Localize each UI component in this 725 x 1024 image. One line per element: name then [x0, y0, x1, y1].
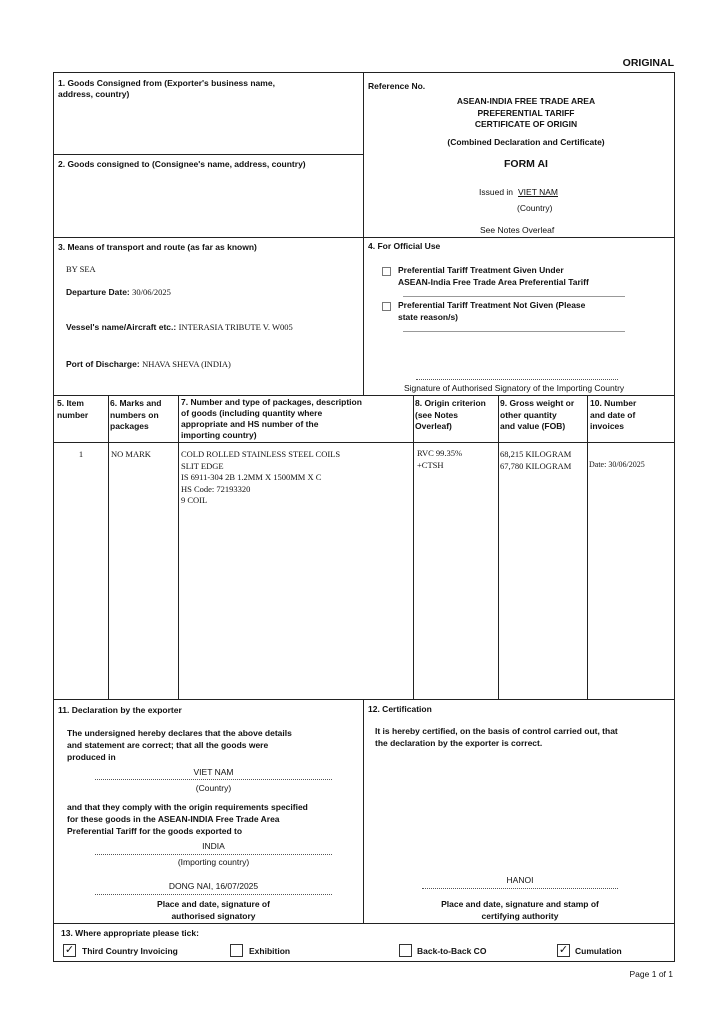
frame-left: [53, 72, 54, 961]
declaration-importing-caption: (Importing country): [177, 857, 250, 867]
departure-date-value: 30/06/2025: [132, 287, 171, 297]
importing-signatory-caption: Signature of Authorised Signatory of the Importing Country: [404, 383, 625, 393]
box2-bottom-line: [53, 237, 675, 238]
third-country-invoicing-checkbox[interactable]: [63, 944, 76, 957]
form-heading: ASEAN-INDIA FREE TRADE AREA PREFERENTIAL TARIFF CERTIFICATE OF ORIGIN: [456, 96, 596, 129]
col-divider-4: [498, 395, 499, 699]
top-center-divider: [363, 72, 364, 395]
goods-description: COLD ROLLED STAINLESS STEEL COILS SLIT EDGE IS 6911-304 2B 1.2MM X 1500MM X C HS Code: 72193320 9 COIL: [181, 449, 341, 505]
cumulation-checkbox[interactable]: [557, 944, 570, 957]
back-to-back-co-label: Back-to-Back CO: [417, 946, 487, 956]
back-to-back-co-checkbox[interactable]: [399, 944, 412, 957]
exhibition-checkbox[interactable]: [230, 944, 243, 957]
importing-country-line: [95, 854, 332, 855]
exporter-signature-caption: Place and date, signature of authorised signatory: [157, 899, 270, 921]
official-use-option-given: Preferential Tariff Treatment Given Under ASEAN-India Free Trade Area Preferential Tariff: [398, 265, 589, 287]
certification-text: It is hereby certified, on the basis of control carried out, that the declaration by the exporter is correct.: [375, 726, 618, 748]
vessel-label: Vessel's name/Aircraft etc.:: [66, 322, 177, 332]
box11-bottom-line: [53, 923, 675, 924]
declaration-country-caption: (Country): [195, 783, 232, 793]
port-discharge-value: NHAVA SHEVA (INDIA): [142, 359, 231, 369]
vessel-value: INTERASIA TRIBUTE V. W005: [178, 322, 293, 332]
declaration-country: VIET NAM: [193, 767, 234, 777]
certifying-signature-line: [422, 888, 618, 889]
issued-country-caption: (Country): [517, 203, 553, 213]
issued-in-country: VIET NAM: [518, 187, 558, 197]
col-divider-1: [108, 395, 109, 699]
certifying-signature-caption: Place and date, signature and stamp of certifying authority: [441, 899, 599, 921]
country-line: [95, 779, 332, 780]
cumulation-label: Cumulation: [575, 946, 622, 956]
form-subheading: (Combined Declaration and Certificate): [447, 137, 605, 147]
page-number: Page 1 of 1: [629, 969, 673, 979]
frame-bottom: [53, 961, 675, 962]
box11-title: 11. Declaration by the exporter: [58, 705, 182, 715]
col-header-description: 7. Number and type of packages, description of goods (including quantity where appropriate and HS number of the importing country): [181, 397, 362, 440]
frame-right: [674, 72, 675, 961]
official-use-checkbox-given[interactable]: [382, 267, 391, 276]
col-header-item: 5. Item number: [57, 398, 89, 420]
third-country-invoicing-label: Third Country Invoicing: [82, 946, 178, 956]
box13-title: 13. Where appropriate please tick:: [61, 928, 199, 938]
box4-title: 4. For Official Use: [368, 241, 441, 251]
goods-origin-criterion: RVC 99.35% +CTSH: [417, 448, 463, 470]
check-icon: ✓: [64, 944, 75, 956]
table-bottom-line: [53, 699, 675, 700]
form-title: FORM AI: [504, 158, 548, 170]
declaration-text-1: The undersigned hereby declares that the above details and statement are correct; that all the goods were produced in: [67, 728, 292, 762]
goods-marks: NO MARK: [111, 449, 151, 459]
option1-rule: [403, 296, 625, 297]
exporter-signature-line: [95, 894, 332, 895]
certification-place: HANOI: [506, 875, 534, 885]
goods-gross-weight: 68,215 KILOGRAM 67,780 KILOGRAM: [500, 449, 572, 471]
declaration-text-2: and that they comply with the origin requirements specified for these goods in the ASEAN-INDIA Free Trade Area Preferential Tariff for the goods exported to: [67, 802, 308, 836]
table-header-line: [53, 442, 675, 443]
declaration-place-date: DONG NAI, 16/07/2025: [168, 881, 259, 891]
check-icon: ✓: [558, 944, 569, 956]
box1-bottom-line: [53, 154, 363, 155]
official-use-checkbox-not-given[interactable]: [382, 302, 391, 311]
see-notes-overleaf: See Notes Overleaf: [480, 225, 555, 235]
box3-bottom-line: [53, 395, 675, 396]
col-divider-2: [178, 395, 179, 699]
declaration-importing-country: INDIA: [202, 841, 225, 851]
col-divider-5: [587, 395, 588, 699]
col-header-origin: 8. Origin criterion (see Notes Overleaf): [415, 398, 486, 431]
reference-label: Reference No.: [368, 81, 426, 91]
original-label: ORIGINAL: [622, 57, 674, 69]
importing-signature-line: [416, 379, 618, 380]
transport-mode: BY SEA: [66, 264, 96, 274]
frame-top: [53, 72, 675, 73]
col-header-invoice: 10. Number and date of invoices: [590, 398, 637, 431]
col-divider-3: [413, 395, 414, 699]
box1-title: 1. Goods Consigned from (Exporter's business name, address, country): [58, 78, 275, 99]
exhibition-label: Exhibition: [249, 946, 291, 956]
col-header-marks: 6. Marks and numbers on packages: [110, 398, 162, 431]
goods-item-number: 1: [78, 449, 84, 459]
box2-title: 2. Goods consigned to (Consignee's name, address, country): [58, 159, 306, 169]
box3-title: 3. Means of transport and route (as far as known): [58, 242, 257, 252]
goods-invoice-date: Date: 30/06/2025: [589, 460, 645, 469]
official-use-option-not-given: Preferential Tariff Treatment Not Given (Please state reason/s): [398, 300, 586, 322]
col-header-weight: 9. Gross weight or other quantity and value (FOB): [500, 398, 575, 431]
port-discharge-label: Port of Discharge:: [66, 359, 140, 369]
bottom-center-divider: [363, 699, 364, 923]
departure-date-label: Departure Date:: [66, 287, 130, 297]
box12-title: 12. Certification: [368, 704, 432, 714]
issued-in-label: Issued in: [479, 187, 514, 197]
option2-rule: [403, 331, 625, 332]
